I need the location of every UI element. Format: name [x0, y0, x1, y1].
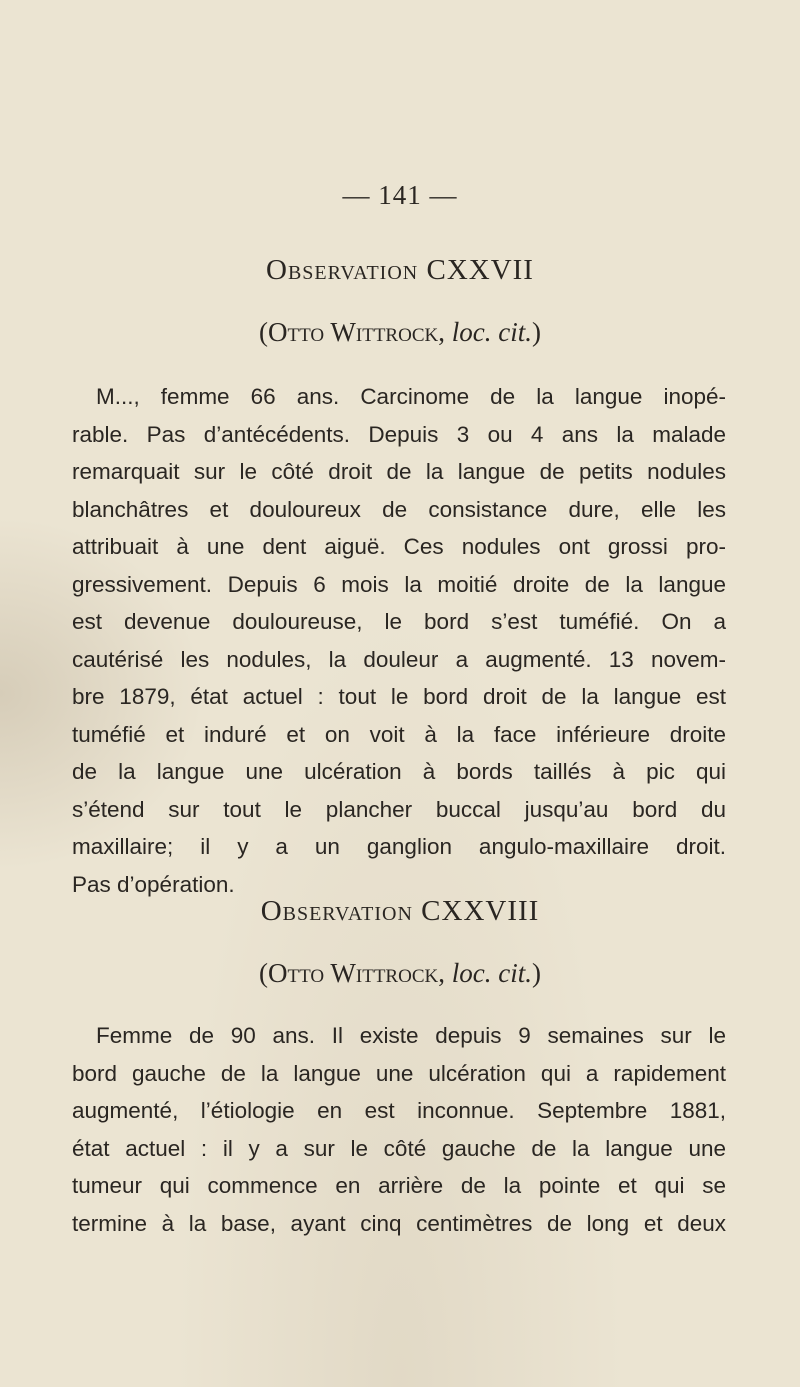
- source-reference: loc. cit.: [451, 317, 532, 347]
- text-line: M..., femme 66 ans. Carcinome de la langue inopé-: [96, 384, 726, 409]
- text-line: blanchâtres et douloureux de consistance dure, elle les: [72, 496, 726, 522]
- text-line: est devenue douloureuse, le bord s’est tuméfié. On a: [72, 609, 726, 634]
- text-line: attribuait à une dent aiguë. Ces nodules ont grossi pro-: [72, 534, 726, 559]
- text-line: tuméfié et induré et on voit à la face inférieure droite: [72, 721, 726, 747]
- text-line: cautérisé les nodules, la douleur a augmenté. 13 novem-: [72, 646, 726, 672]
- observation-title-cxxvii: Observation CXXVII: [266, 254, 534, 286]
- source-open-paren: (: [259, 317, 269, 347]
- text-line: Femme de 90 ans. Il existe depuis 9 semaines sur le: [96, 1023, 726, 1048]
- observation-title-cxxviii: Observation CXXVIII: [260, 895, 540, 927]
- text-line: remarquait sur le côté droit de la langue de petits nodules: [72, 459, 726, 484]
- page-number: — 141 —: [342, 180, 458, 210]
- observation-body-cxxviii: [72, 1017, 726, 1242]
- text-line: état actuel : il y a sur le côté gauche de la langue une: [72, 1135, 726, 1161]
- text-line: s’étend sur tout le plancher buccal jusqu’au bord du: [72, 796, 726, 822]
- observation-body-cxxvii: [72, 378, 726, 903]
- source-author: Otto Wittrock,: [268, 317, 445, 347]
- source-open-paren: (: [259, 958, 269, 988]
- observation-source-cxxviii: [0, 958, 800, 989]
- text-line: de la langue une ulcération à bords taillés à pic qui: [72, 759, 726, 784]
- text-line: gressivement. Depuis 6 mois la moitié droite de la langue: [72, 571, 726, 597]
- text-line: bord gauche de la langue une ulcération qui a rapidement: [72, 1060, 726, 1086]
- source-reference: loc. cit.: [451, 958, 532, 988]
- text-line: rable. Pas d’antécédents. Depuis 3 ou 4 ans la malade: [72, 421, 726, 447]
- source-author: Otto Wittrock,: [268, 958, 445, 988]
- text-line: augmenté, l’étiologie en est inconnue. Septembre 1881,: [72, 1098, 726, 1123]
- observation-source-cxxvii: [0, 317, 800, 348]
- text-line: termine à la base, ayant cinq centimètres de long et deux: [72, 1210, 726, 1236]
- source-close-paren: ): [531, 317, 541, 347]
- text-line: bre 1879, état actuel : tout le bord droit de la langue est: [72, 684, 726, 709]
- source-close-paren: ): [531, 958, 541, 988]
- text-line: Pas d’opération.: [72, 871, 235, 897]
- text-line: tumeur qui commence en arrière de la pointe et qui se: [72, 1173, 726, 1198]
- text-line: maxillaire; il y a un ganglion angulo-maxillaire droit.: [72, 834, 726, 859]
